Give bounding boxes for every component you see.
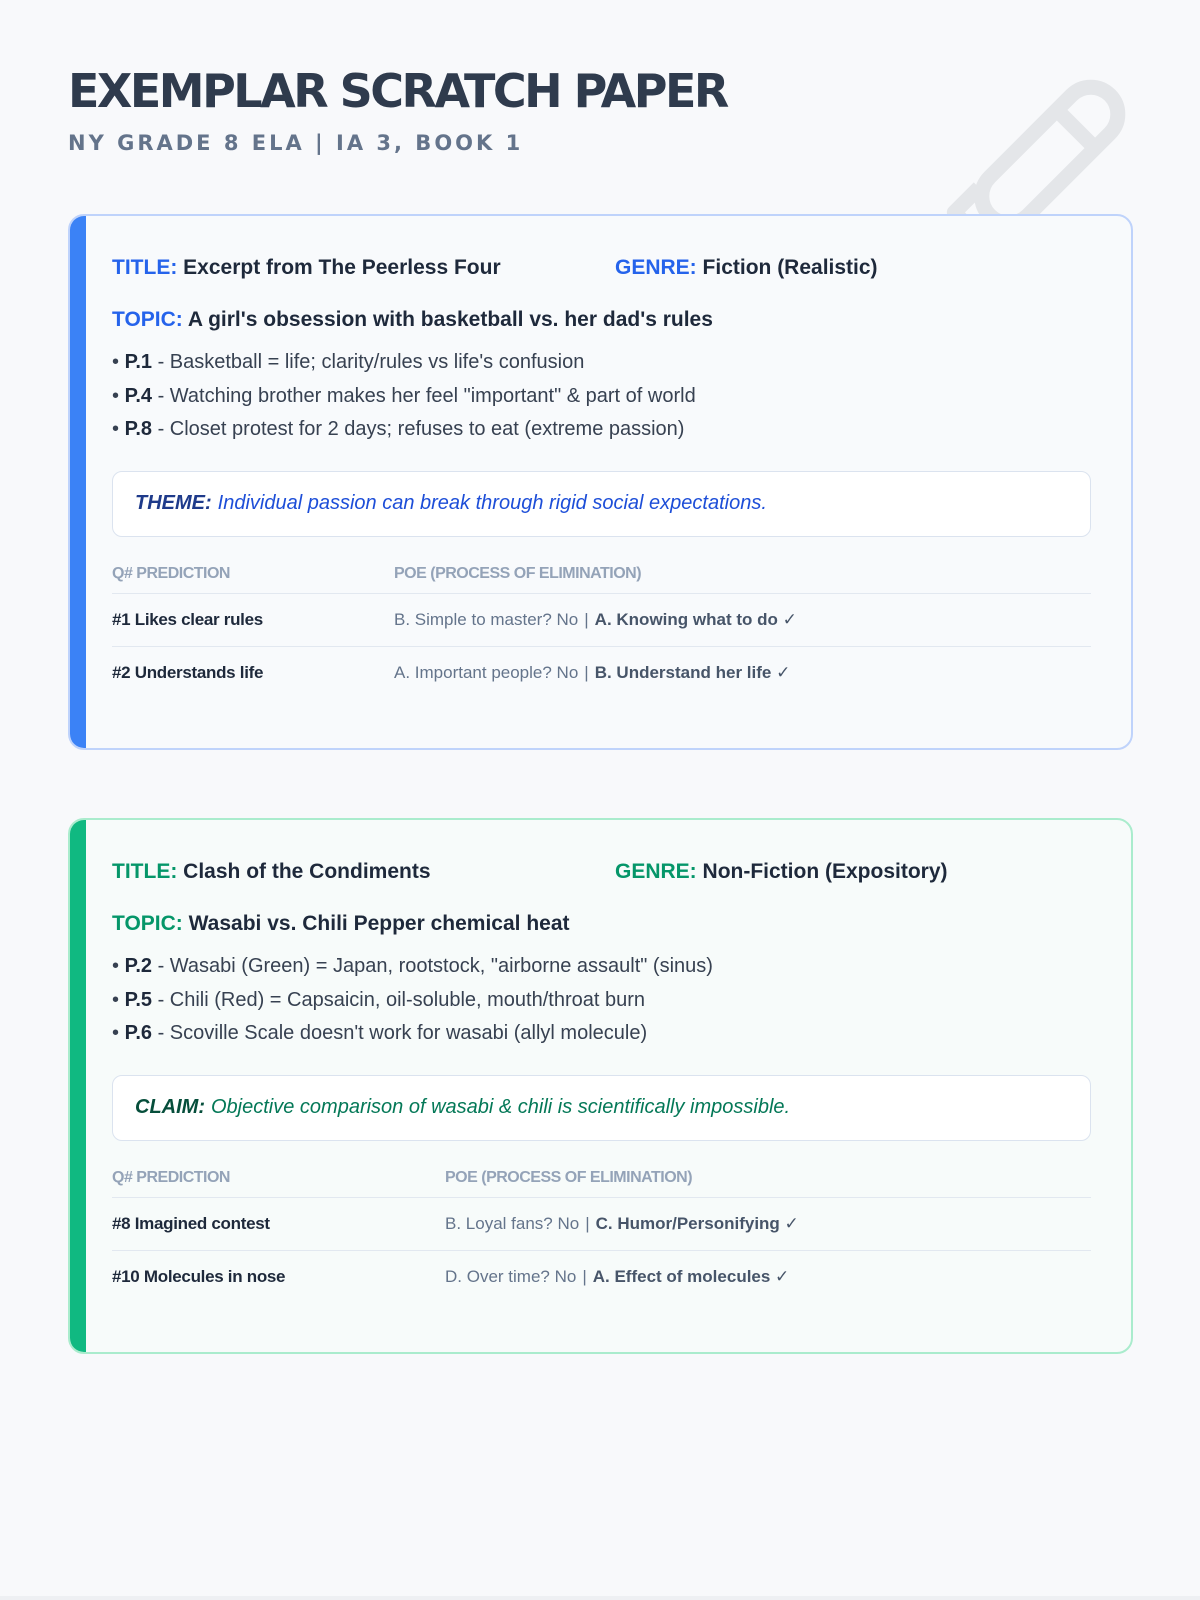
callout-text: Individual passion can break through rigid social expectations. — [217, 492, 767, 514]
list-item: • P.5 - Chili (Red) = Capsaicin, oil-soluble, mouth/throat burn — [112, 988, 646, 1011]
correct-choice: A. Effect of molecules ✓ — [592, 1266, 790, 1286]
passage-topic — [112, 912, 1091, 936]
paragraph-number: P.8 — [124, 418, 153, 440]
note-text: - Closet protest for 2 days; refuses to eat (extreme passion) — [152, 418, 685, 440]
meta-row — [112, 256, 1091, 286]
topic-label: TOPIC: — [112, 912, 183, 935]
callout-label: THEME: — [135, 492, 212, 514]
table-row — [112, 646, 1091, 699]
genre-value: Fiction (Realistic) — [702, 256, 878, 279]
title-label: TITLE: — [112, 256, 178, 279]
title-value: Clash of the Condiments — [183, 860, 431, 883]
separator: | — [585, 1213, 590, 1233]
table-row — [112, 1250, 1091, 1303]
poe-cell — [445, 1197, 1091, 1250]
passage-title — [112, 256, 501, 280]
column-header: Q# PREDICTION — [112, 565, 394, 594]
genre-value: Non-Fiction (Expository) — [702, 860, 948, 883]
title-label: TITLE: — [112, 860, 178, 883]
poe-cell — [394, 593, 1091, 646]
prediction-table — [112, 565, 1091, 699]
paragraph-notes — [112, 346, 1091, 447]
topic-label: TOPIC: — [112, 308, 183, 331]
question-prediction: #8 Imagined contest — [112, 1197, 445, 1250]
genre-label: GENRE: — [615, 860, 697, 883]
note-text: - Basketball = life; clarity/rules vs life's confusion — [152, 351, 585, 373]
footer-divider — [0, 1596, 1200, 1600]
eliminated-choice: A. Important people? No — [394, 662, 579, 682]
poe-cell — [394, 646, 1091, 699]
separator: | — [582, 1266, 587, 1286]
list-item: • P.4 - Watching brother makes her feel "important" & part of world — [112, 384, 696, 407]
list-item: • P.2 - Wasabi (Green) = Japan, rootstock, "airborne assault" (sinus) — [112, 955, 713, 977]
question-prediction: #2 Understands life — [112, 662, 264, 682]
correct-choice: C. Humor/Personifying ✓ — [595, 1213, 799, 1233]
callout-text: Objective comparison of wasabi & chili is scientifically impossible. — [210, 1096, 791, 1118]
title-value: Excerpt from The Peerless Four — [183, 256, 501, 279]
paragraph-number: P.2 — [124, 955, 153, 977]
table-header-row — [112, 565, 1091, 594]
column-header: POE (PROCESS OF ELIMINATION) — [445, 1169, 1091, 1198]
paragraph-number: P.6 — [124, 1022, 153, 1044]
list-item: • P.6 - Scoville Scale doesn't work for wasabi (allyl molecule) — [112, 1022, 648, 1044]
note-text: - Chili (Red) = Capsaicin, oil-soluble, mouth/throat burn — [152, 988, 646, 1011]
paragraph-number: P.4 — [124, 384, 153, 407]
separator: | — [584, 609, 589, 629]
question-prediction: #1 Likes clear rules — [112, 593, 394, 646]
passage-card-2 — [68, 818, 1133, 1354]
paragraph-number: P.5 — [124, 988, 153, 1011]
list-item: • P.8 - Closet protest for 2 days; refuses to eat (extreme passion) — [112, 418, 685, 440]
column-header: Q# PREDICTION — [112, 1169, 445, 1198]
correct-choice: A. Knowing what to do ✓ — [594, 609, 797, 629]
topic-value: Wasabi vs. Chili Pepper chemical heat — [188, 912, 570, 935]
note-text: - Scoville Scale doesn't work for wasabi (allyl molecule) — [152, 1022, 648, 1044]
callout-label: CLAIM: — [135, 1096, 205, 1118]
table-row — [112, 1197, 1091, 1250]
eliminated-choice: D. Over time? No — [445, 1266, 577, 1286]
prediction-table — [112, 1169, 1091, 1303]
passage-card-1 — [68, 214, 1133, 750]
claim-callout — [112, 1075, 1091, 1141]
note-text: - Watching brother makes her feel "important" & part of world — [152, 384, 696, 407]
card-accent-bar — [70, 216, 86, 748]
passage-genre — [615, 860, 948, 884]
genre-label: GENRE: — [615, 256, 697, 279]
passage-title — [112, 860, 431, 884]
page-title: EXEMPLAR SCRATCH PAPER — [68, 64, 727, 118]
question-prediction: #10 Molecules in nose — [112, 1266, 286, 1286]
topic-value: A girl's obsession with basketball vs. her dad's rules — [187, 308, 713, 331]
table-header-row — [112, 1169, 1091, 1198]
theme-callout — [112, 471, 1091, 537]
poe-cell — [445, 1250, 1091, 1303]
eliminated-choice: B. Loyal fans? No — [445, 1213, 580, 1233]
list-item: • P.1 - Basketball = life; clarity/rules vs life's confusion — [112, 351, 585, 373]
meta-row — [112, 860, 1091, 890]
column-header: POE (PROCESS OF ELIMINATION) — [394, 565, 1091, 594]
passage-topic — [112, 308, 1091, 332]
passage-genre — [615, 256, 878, 280]
correct-choice: B. Understand her life ✓ — [594, 662, 791, 682]
page-subtitle: NY GRADE 8 ELA | IA 3, BOOK 1 — [68, 130, 524, 155]
paragraph-notes — [112, 950, 1091, 1051]
table-row — [112, 593, 1091, 646]
page-header — [68, 66, 727, 155]
paragraph-number: P.1 — [124, 351, 153, 373]
note-text: - Wasabi (Green) = Japan, rootstock, "airborne assault" (sinus) — [152, 955, 713, 977]
card-accent-bar — [70, 820, 86, 1352]
eliminated-choice: B. Simple to master? No — [394, 609, 579, 629]
separator: | — [584, 662, 589, 682]
